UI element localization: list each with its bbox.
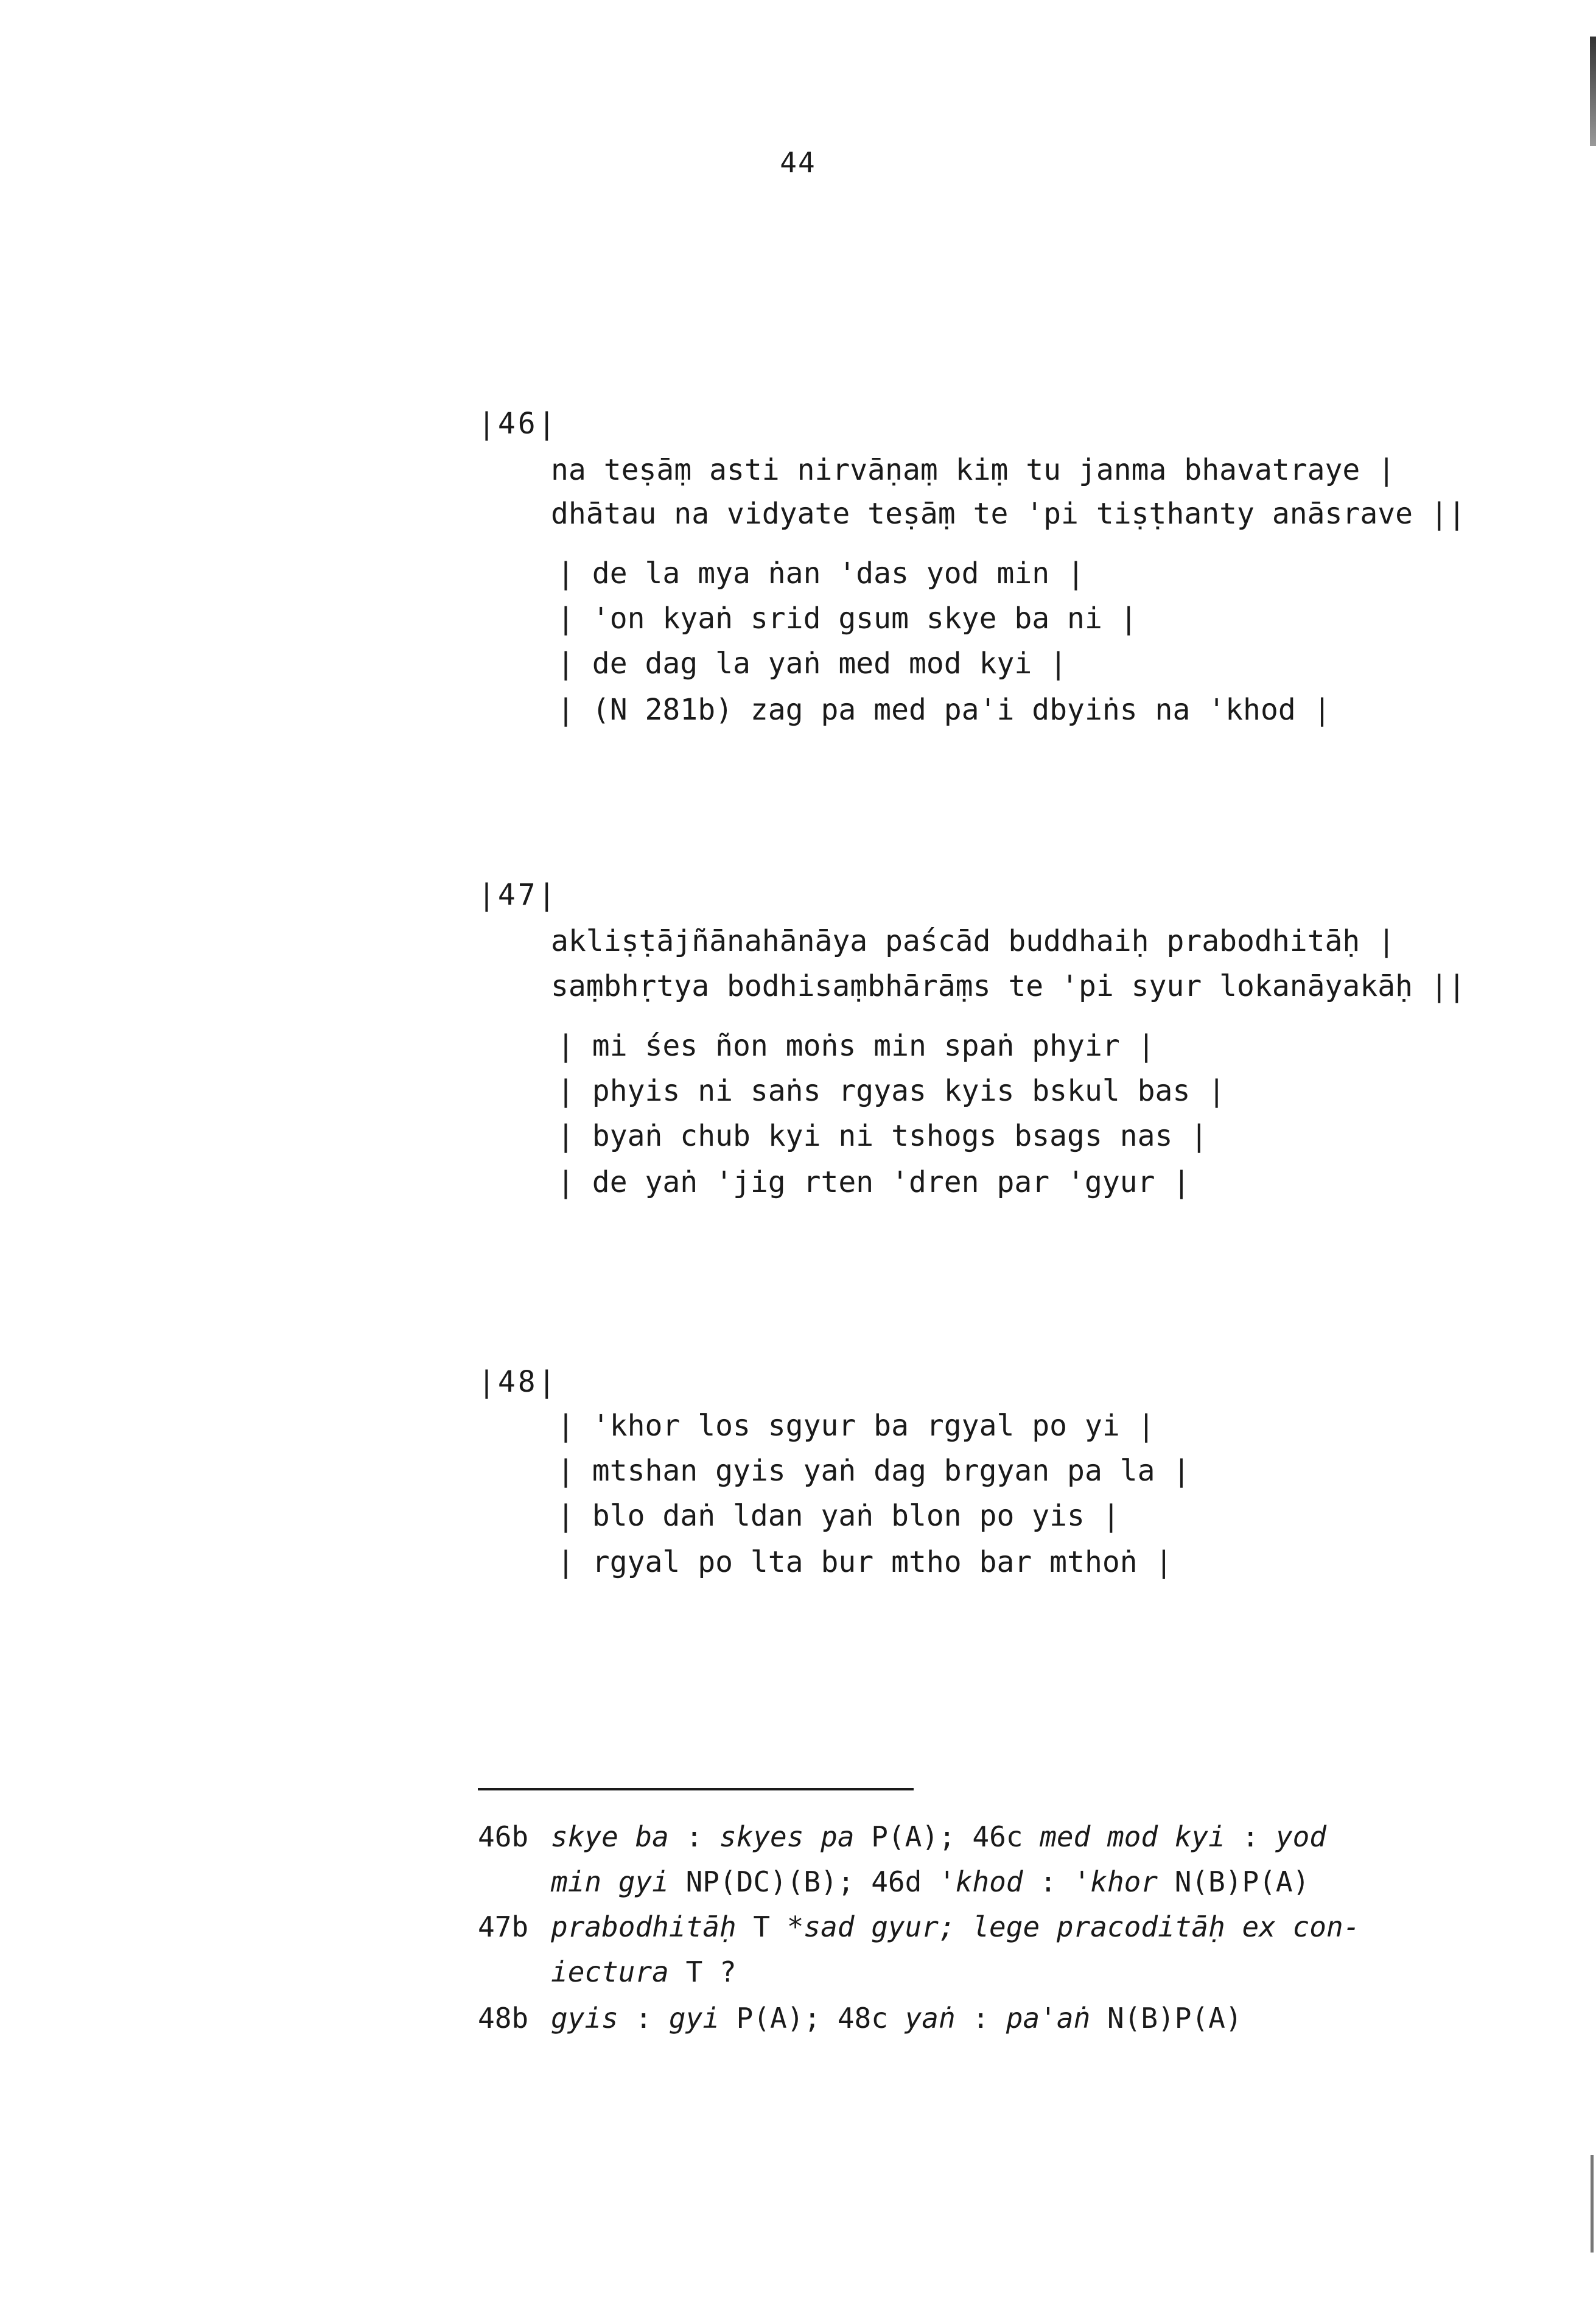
verse-46-sanskrit-line-2: dhātau na vidyate teṣāṃ te 'pi tiṣṭhanty anāsrave || — [551, 497, 1466, 531]
fn47-note-cont: iectura — [551, 1955, 669, 1988]
fn46d-sigla: N(B)P(A) — [1158, 1865, 1310, 1898]
fn47-note: sad gyur; lege pracoditāḥ ex con- — [803, 1910, 1360, 1943]
fn46d-term: 'khod — [938, 1865, 1023, 1898]
fn46d-sep: : — [1023, 1865, 1074, 1898]
verse-47-tibetan-line-2: | phyis ni saṅs rgyas kyis bskul bas | — [557, 1074, 1226, 1108]
fn47-term: prabodhitāḥ — [551, 1910, 737, 1943]
verse-46-tibetan-line-4: | (N 281b) zag pa med pa'i dbyiṅs na 'khod | — [557, 693, 1331, 727]
verse-46-tibetan-line-1: | de la mya ṅan 'das yod min | — [557, 556, 1085, 591]
verse-48-tibetan-line-3: | blo daṅ ldan yaṅ blon po yis | — [557, 1499, 1120, 1533]
fn46c-sep: : — [1225, 1820, 1276, 1853]
fn48-sigla: P(A); 48c — [719, 2002, 905, 2035]
fn46-sigla: P(A); 46c — [854, 1820, 1040, 1853]
fn48-term: gyis — [551, 2002, 618, 2035]
verse-48-tibetan-line-2: | mtshan gyis yaṅ dag brgyan pa la | — [557, 1454, 1191, 1488]
fn46-variant: skyes pa — [719, 1820, 855, 1853]
fn48-variant: gyi — [668, 2002, 719, 2035]
verse-46-sanskrit-line-1: na teṣāṃ asti nirvāṇaṃ kiṃ tu janma bhavatraye | — [551, 453, 1396, 487]
footnote-46-line-1 — [551, 1820, 1326, 1853]
verse-46-tibetan-line-2: | 'on kyaṅ srid gsum skye ba ni | — [557, 601, 1138, 636]
fn48c-sep: : — [955, 2002, 1006, 2035]
fn47-sigla: T * — [736, 1910, 804, 1943]
verse-number-47: |47| — [478, 878, 558, 912]
fn46d-variant: 'khor — [1073, 1865, 1158, 1898]
footnote-46-label: 46b — [478, 1820, 529, 1853]
fn46c-term: med mod kyi — [1040, 1820, 1225, 1853]
fn46c-variant-cont: min gyi — [551, 1865, 669, 1898]
fn47-sigla-2: T ? — [668, 1955, 737, 1988]
fn46c-variant: yod — [1275, 1820, 1326, 1853]
footnote-46-line-2 — [551, 1865, 1309, 1898]
fn48c-sigla: N(B)P(A) — [1090, 2002, 1242, 2035]
fn48c-variant: pa'aṅ — [1006, 2002, 1091, 2035]
verse-number-46: |46| — [478, 407, 558, 441]
footnote-48-label: 48b — [478, 2002, 529, 2035]
fn48c-term: yaṅ — [905, 2002, 956, 2035]
page-number: 44 — [780, 146, 816, 179]
footnote-rule — [478, 1788, 914, 1790]
page-edge-mark — [1590, 37, 1596, 146]
footnote-47-line-1 — [551, 1910, 1360, 1943]
verse-47-tibetan-line-3: | byaṅ chub kyi ni tshogs bsags nas | — [557, 1119, 1208, 1153]
footnote-47-label: 47b — [478, 1910, 529, 1943]
verse-47-sanskrit-line-2: saṃbhṛtya bodhisaṃbhārāṃs te 'pi syur lokanāyakāḥ || — [551, 969, 1466, 1003]
fn46-sep: : — [668, 1820, 719, 1853]
verse-47-tibetan-line-1: | mi śes ñon moṅs min spaṅ phyir | — [557, 1029, 1155, 1063]
footnote-48-line-1 — [551, 2002, 1242, 2035]
verse-number-48: |48| — [478, 1365, 558, 1399]
page-edge-mark-bottom — [1591, 2155, 1594, 2253]
verse-48-tibetan-line-4: | rgyal po lta bur mtho bar mthoṅ | — [557, 1545, 1173, 1579]
verse-46-tibetan-line-3: | de dag la yaṅ med mod kyi | — [557, 647, 1068, 681]
footnote-47-line-2 — [551, 1955, 737, 1988]
verse-47-tibetan-line-4: | de yaṅ 'jig rten 'dren par 'gyur | — [557, 1165, 1191, 1199]
fn48-sep: : — [618, 2002, 669, 2035]
verse-47-sanskrit-line-1: akliṣṭājñānahānāya paścād buddhaiḥ prabodhitāḥ | — [551, 924, 1396, 958]
fn46-term: skye ba — [551, 1820, 669, 1853]
verse-48-tibetan-line-1: | 'khor los sgyur ba rgyal po yi | — [557, 1409, 1155, 1443]
fn46c-sigla: NP(DC)(B); 46d — [668, 1865, 939, 1898]
